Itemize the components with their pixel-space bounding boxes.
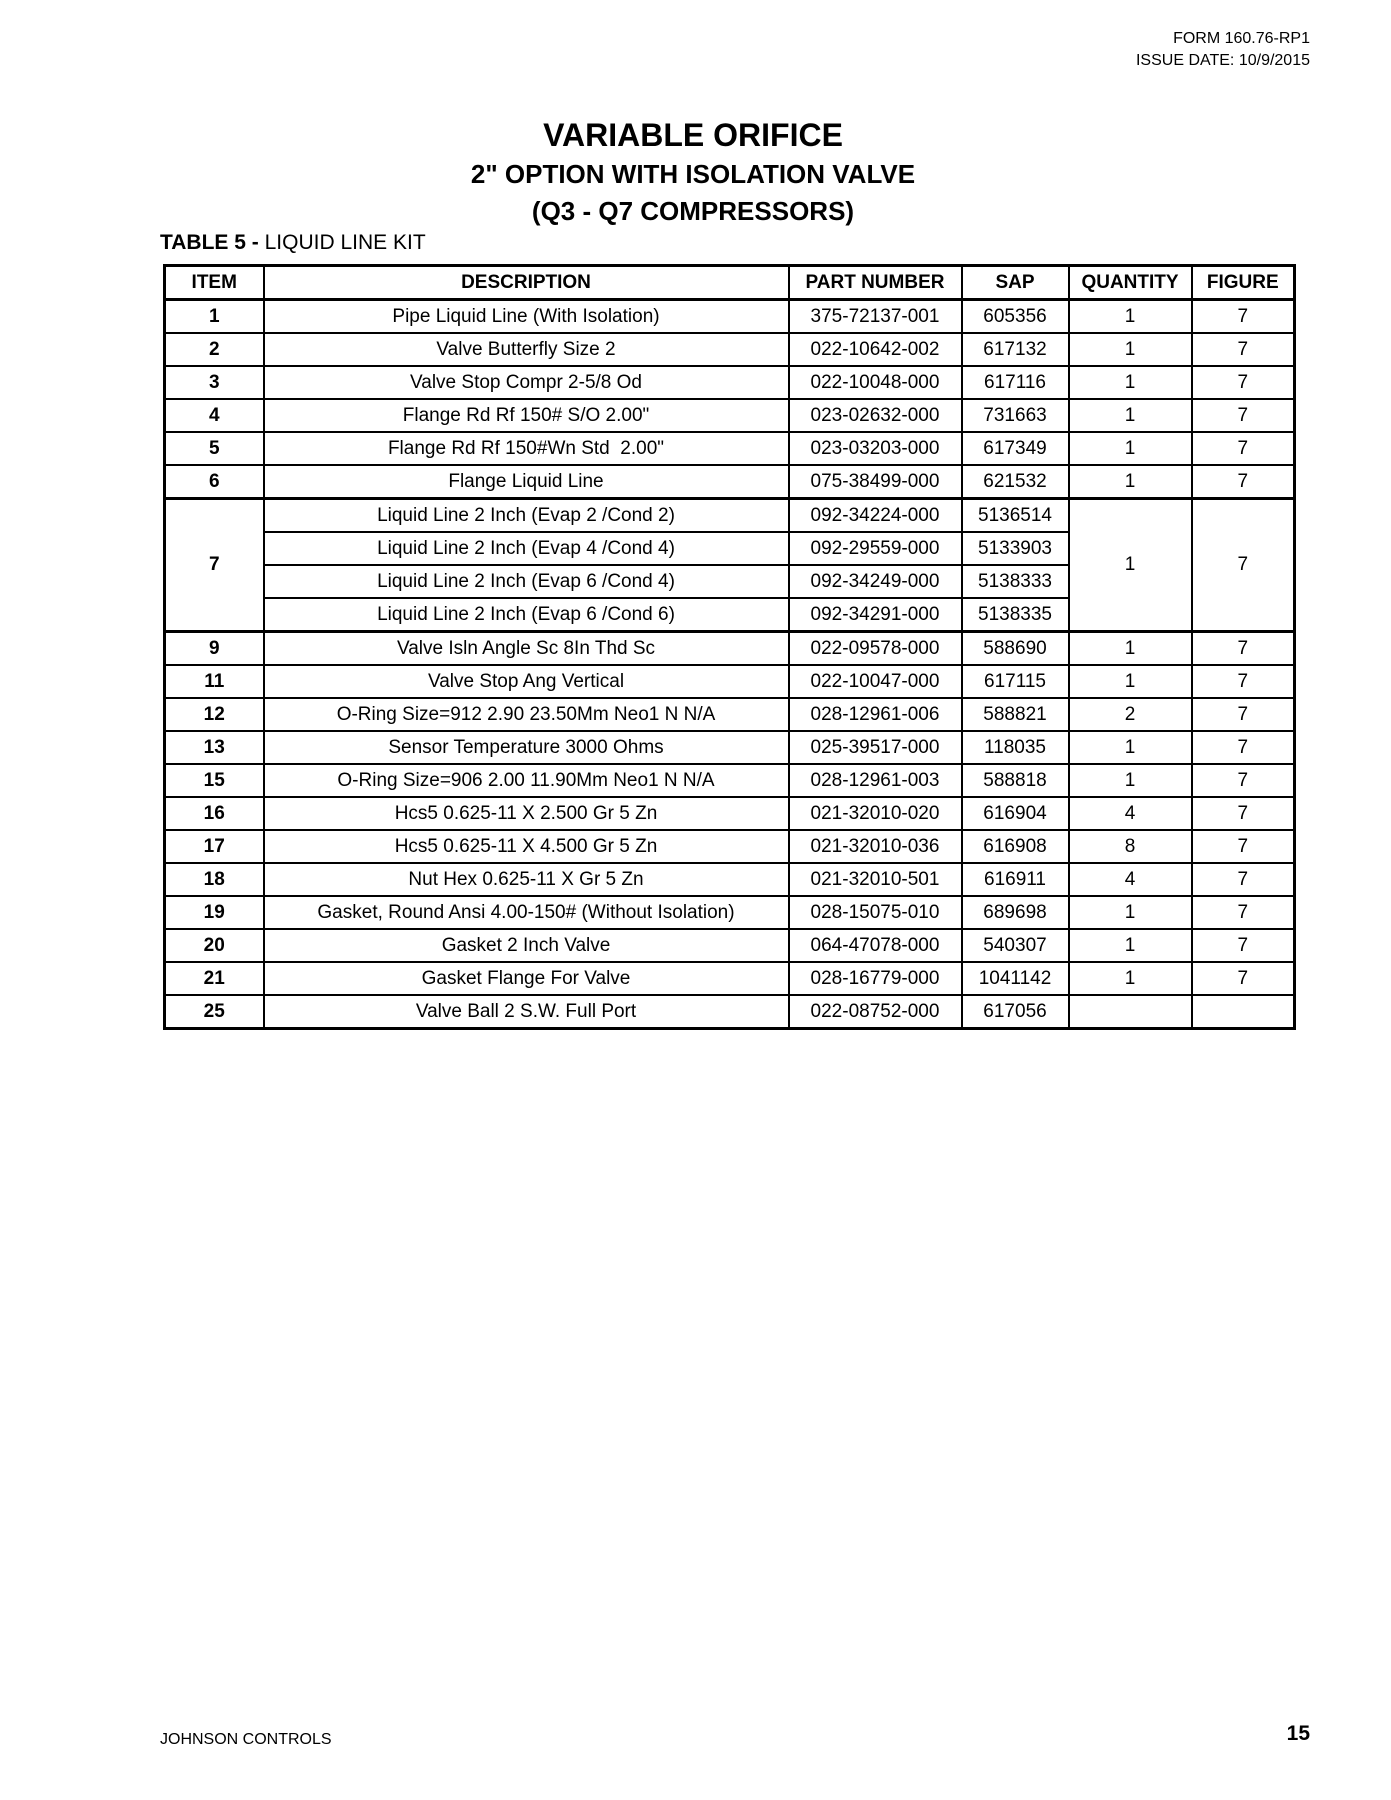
item-cell: 16 <box>165 797 264 830</box>
quantity-cell: 4 <box>1069 863 1192 896</box>
part-number-cell: 021-32010-036 <box>789 830 962 863</box>
part-number-cell: 021-32010-501 <box>789 863 962 896</box>
caption-table-number: TABLE 5 - <box>160 231 265 254</box>
part-number-cell: 021-32010-020 <box>789 797 962 830</box>
part-number-cell: 022-10642-002 <box>789 333 962 366</box>
quantity-cell: 1 <box>1069 665 1192 698</box>
sap-cell: 5138335 <box>962 598 1069 632</box>
description-cell: Flange Rd Rf 150#Wn Std 2.00" <box>264 432 789 465</box>
item-cell: 6 <box>165 465 264 499</box>
figure-cell: 7 <box>1192 399 1295 432</box>
part-number-cell: 092-34291-000 <box>789 598 962 632</box>
document-title: VARIABLE ORIFICE <box>543 117 843 153</box>
item-cell: 5 <box>165 432 264 465</box>
sap-cell: 5136514 <box>962 499 1069 533</box>
page-number: 15 <box>1286 1722 1310 1745</box>
table-row <box>165 797 1295 830</box>
sap-cell: 588821 <box>962 698 1069 731</box>
item-cell: 3 <box>165 366 264 399</box>
quantity-cell: 2 <box>1069 698 1192 731</box>
item-cell: 7 <box>165 499 264 632</box>
footer-company: JOHNSON CONTROLS <box>160 1731 332 1748</box>
part-number-cell: 092-34249-000 <box>789 565 962 598</box>
part-number-cell: 022-10047-000 <box>789 665 962 698</box>
issue-date: ISSUE DATE: 10/9/2015 <box>1135 52 1310 69</box>
description-cell: Valve Stop Ang Vertical <box>264 665 789 698</box>
description-cell: Gasket Flange For Valve <box>264 962 789 995</box>
description-cell: Valve Butterfly Size 2 <box>264 333 789 366</box>
table-row <box>165 896 1295 929</box>
figure-cell: 7 <box>1192 499 1295 632</box>
part-number-cell: 022-10048-000 <box>789 366 962 399</box>
sap-cell: 1041142 <box>962 962 1069 995</box>
figure-cell: 7 <box>1192 896 1295 929</box>
table-row <box>165 863 1295 896</box>
item-cell: 21 <box>165 962 264 995</box>
item-cell: 13 <box>165 731 264 764</box>
sap-cell: 616911 <box>962 863 1069 896</box>
figure-cell: 7 <box>1192 632 1295 666</box>
description-cell: Liquid Line 2 Inch (Evap 4 /Cond 4) <box>264 532 789 565</box>
quantity-cell: 1 <box>1069 896 1192 929</box>
figure-cell: 7 <box>1192 929 1295 962</box>
part-number-cell: 023-02632-000 <box>789 399 962 432</box>
sap-cell: 118035 <box>962 731 1069 764</box>
part-number-cell: 028-16779-000 <box>789 962 962 995</box>
part-number-cell: 022-08752-000 <box>789 995 962 1029</box>
figure-cell: 7 <box>1192 830 1295 863</box>
description-cell: O-Ring Size=912 2.90 23.50Mm Neo1 N N/A <box>264 698 789 731</box>
figure-cell: 7 <box>1192 863 1295 896</box>
part-number-cell: 023-03203-000 <box>789 432 962 465</box>
sap-cell: 588818 <box>962 764 1069 797</box>
description-cell: Hcs5 0.625-11 X 2.500 Gr 5 Zn <box>264 797 789 830</box>
figure-cell: 7 <box>1192 333 1295 366</box>
table-row <box>165 465 1295 499</box>
sap-cell: 5133903 <box>962 532 1069 565</box>
item-cell: 4 <box>165 399 264 432</box>
table-row <box>165 300 1295 334</box>
table-row <box>165 698 1295 731</box>
description-cell: Valve Ball 2 S.W. Full Port <box>264 995 789 1029</box>
part-number-cell: 028-12961-006 <box>789 698 962 731</box>
item-cell: 15 <box>165 764 264 797</box>
table-row <box>165 995 1295 1029</box>
part-number-cell: 028-15075-010 <box>789 896 962 929</box>
description-cell: Liquid Line 2 Inch (Evap 6 /Cond 6) <box>264 598 789 632</box>
figure-cell <box>1192 995 1295 1029</box>
sap-cell: 621532 <box>962 465 1069 499</box>
item-cell: 25 <box>165 995 264 1029</box>
quantity-cell <box>1069 995 1192 1029</box>
item-cell: 20 <box>165 929 264 962</box>
caption-table-title: LIQUID LINE KIT <box>264 231 426 254</box>
description-cell: Valve Stop Compr 2-5/8 Od <box>264 366 789 399</box>
sap-cell: 617349 <box>962 432 1069 465</box>
table-row <box>165 962 1295 995</box>
sap-cell: 616908 <box>962 830 1069 863</box>
quantity-cell: 1 <box>1069 764 1192 797</box>
form-number: FORM 160.76-RP1 <box>1173 30 1310 47</box>
figure-cell: 7 <box>1192 432 1295 465</box>
table-caption <box>160 231 426 255</box>
description-cell: O-Ring Size=906 2.00 11.90Mm Neo1 N N/A <box>264 764 789 797</box>
table-row <box>165 366 1295 399</box>
figure-cell: 7 <box>1192 797 1295 830</box>
part-number-cell: 092-34224-000 <box>789 499 962 533</box>
description-cell: Liquid Line 2 Inch (Evap 2 /Cond 2) <box>264 499 789 533</box>
figure-cell: 7 <box>1192 962 1295 995</box>
sap-cell: 617056 <box>962 995 1069 1029</box>
figure-cell: 7 <box>1192 764 1295 797</box>
table-row <box>165 333 1295 366</box>
column-header-figure: FIGURE <box>1192 266 1295 300</box>
column-header-item: ITEM <box>165 266 264 300</box>
sap-cell: 689698 <box>962 896 1069 929</box>
quantity-cell: 1 <box>1069 432 1192 465</box>
column-header-sap: SAP <box>962 266 1069 300</box>
sap-cell: 617115 <box>962 665 1069 698</box>
figure-cell: 7 <box>1192 731 1295 764</box>
description-cell: Nut Hex 0.625-11 X Gr 5 Zn <box>264 863 789 896</box>
part-number-cell: 075-38499-000 <box>789 465 962 499</box>
parts-table <box>163 264 1296 1030</box>
title-block <box>163 114 1223 230</box>
figure-cell: 7 <box>1192 665 1295 698</box>
sap-cell: 588690 <box>962 632 1069 666</box>
quantity-cell: 1 <box>1069 929 1192 962</box>
figure-cell: 7 <box>1192 465 1295 499</box>
sap-cell: 617116 <box>962 366 1069 399</box>
quantity-cell: 1 <box>1069 300 1192 334</box>
item-cell: 9 <box>165 632 264 666</box>
part-number-cell: 022-09578-000 <box>789 632 962 666</box>
sap-cell: 616904 <box>962 797 1069 830</box>
description-cell: Pipe Liquid Line (With Isolation) <box>264 300 789 334</box>
quantity-cell: 1 <box>1069 465 1192 499</box>
item-cell: 19 <box>165 896 264 929</box>
part-number-cell: 028-12961-003 <box>789 764 962 797</box>
sap-cell: 540307 <box>962 929 1069 962</box>
sap-cell: 731663 <box>962 399 1069 432</box>
description-cell: Hcs5 0.625-11 X 4.500 Gr 5 Zn <box>264 830 789 863</box>
table-row <box>165 665 1295 698</box>
quantity-cell: 1 <box>1069 399 1192 432</box>
item-cell: 18 <box>165 863 264 896</box>
sap-cell: 5138333 <box>962 565 1069 598</box>
parts-table-body <box>165 300 1295 1029</box>
quantity-cell: 1 <box>1069 632 1192 666</box>
item-cell: 2 <box>165 333 264 366</box>
column-header-part-number: PART NUMBER <box>789 266 962 300</box>
table-row <box>165 399 1295 432</box>
description-cell: Valve Isln Angle Sc 8In Thd Sc <box>264 632 789 666</box>
figure-cell: 7 <box>1192 698 1295 731</box>
quantity-cell: 1 <box>1069 366 1192 399</box>
table-row <box>165 731 1295 764</box>
sap-cell: 605356 <box>962 300 1069 334</box>
part-number-cell: 025-39517-000 <box>789 731 962 764</box>
item-cell: 11 <box>165 665 264 698</box>
description-cell: Flange Rd Rf 150# S/O 2.00" <box>264 399 789 432</box>
description-cell: Gasket 2 Inch Valve <box>264 929 789 962</box>
part-number-cell: 092-29559-000 <box>789 532 962 565</box>
figure-cell: 7 <box>1192 366 1295 399</box>
quantity-cell: 1 <box>1069 731 1192 764</box>
header-row <box>165 266 1295 300</box>
subtitle-compressors: (Q3 - Q7 COMPRESSORS) <box>531 196 855 226</box>
quantity-cell: 1 <box>1069 499 1192 632</box>
column-header-description: DESCRIPTION <box>264 266 789 300</box>
quantity-cell: 1 <box>1069 962 1192 995</box>
description-cell: Flange Liquid Line <box>264 465 789 499</box>
column-header-quantity: QUANTITY <box>1069 266 1192 300</box>
table-row <box>165 632 1295 666</box>
quantity-cell: 4 <box>1069 797 1192 830</box>
part-number-cell: 064-47078-000 <box>789 929 962 962</box>
table-row <box>165 764 1295 797</box>
item-cell: 12 <box>165 698 264 731</box>
item-cell: 1 <box>165 300 264 334</box>
table-row <box>165 929 1295 962</box>
figure-cell: 7 <box>1192 300 1295 334</box>
sap-cell: 617132 <box>962 333 1069 366</box>
table-row <box>165 499 1295 533</box>
document-header <box>1136 28 1310 72</box>
quantity-cell: 8 <box>1069 830 1192 863</box>
table-row <box>165 432 1295 465</box>
parts-table-head <box>165 266 1295 300</box>
item-cell: 17 <box>165 830 264 863</box>
description-cell: Sensor Temperature 3000 Ohms <box>264 731 789 764</box>
quantity-cell: 1 <box>1069 333 1192 366</box>
table-row <box>165 830 1295 863</box>
part-number-cell: 375-72137-001 <box>789 300 962 334</box>
subtitle-option: 2" OPTION WITH ISOLATION VALVE <box>470 159 916 189</box>
description-cell: Gasket, Round Ansi 4.00-150# (Without Isolation) <box>264 896 789 929</box>
description-cell: Liquid Line 2 Inch (Evap 6 /Cond 4) <box>264 565 789 598</box>
